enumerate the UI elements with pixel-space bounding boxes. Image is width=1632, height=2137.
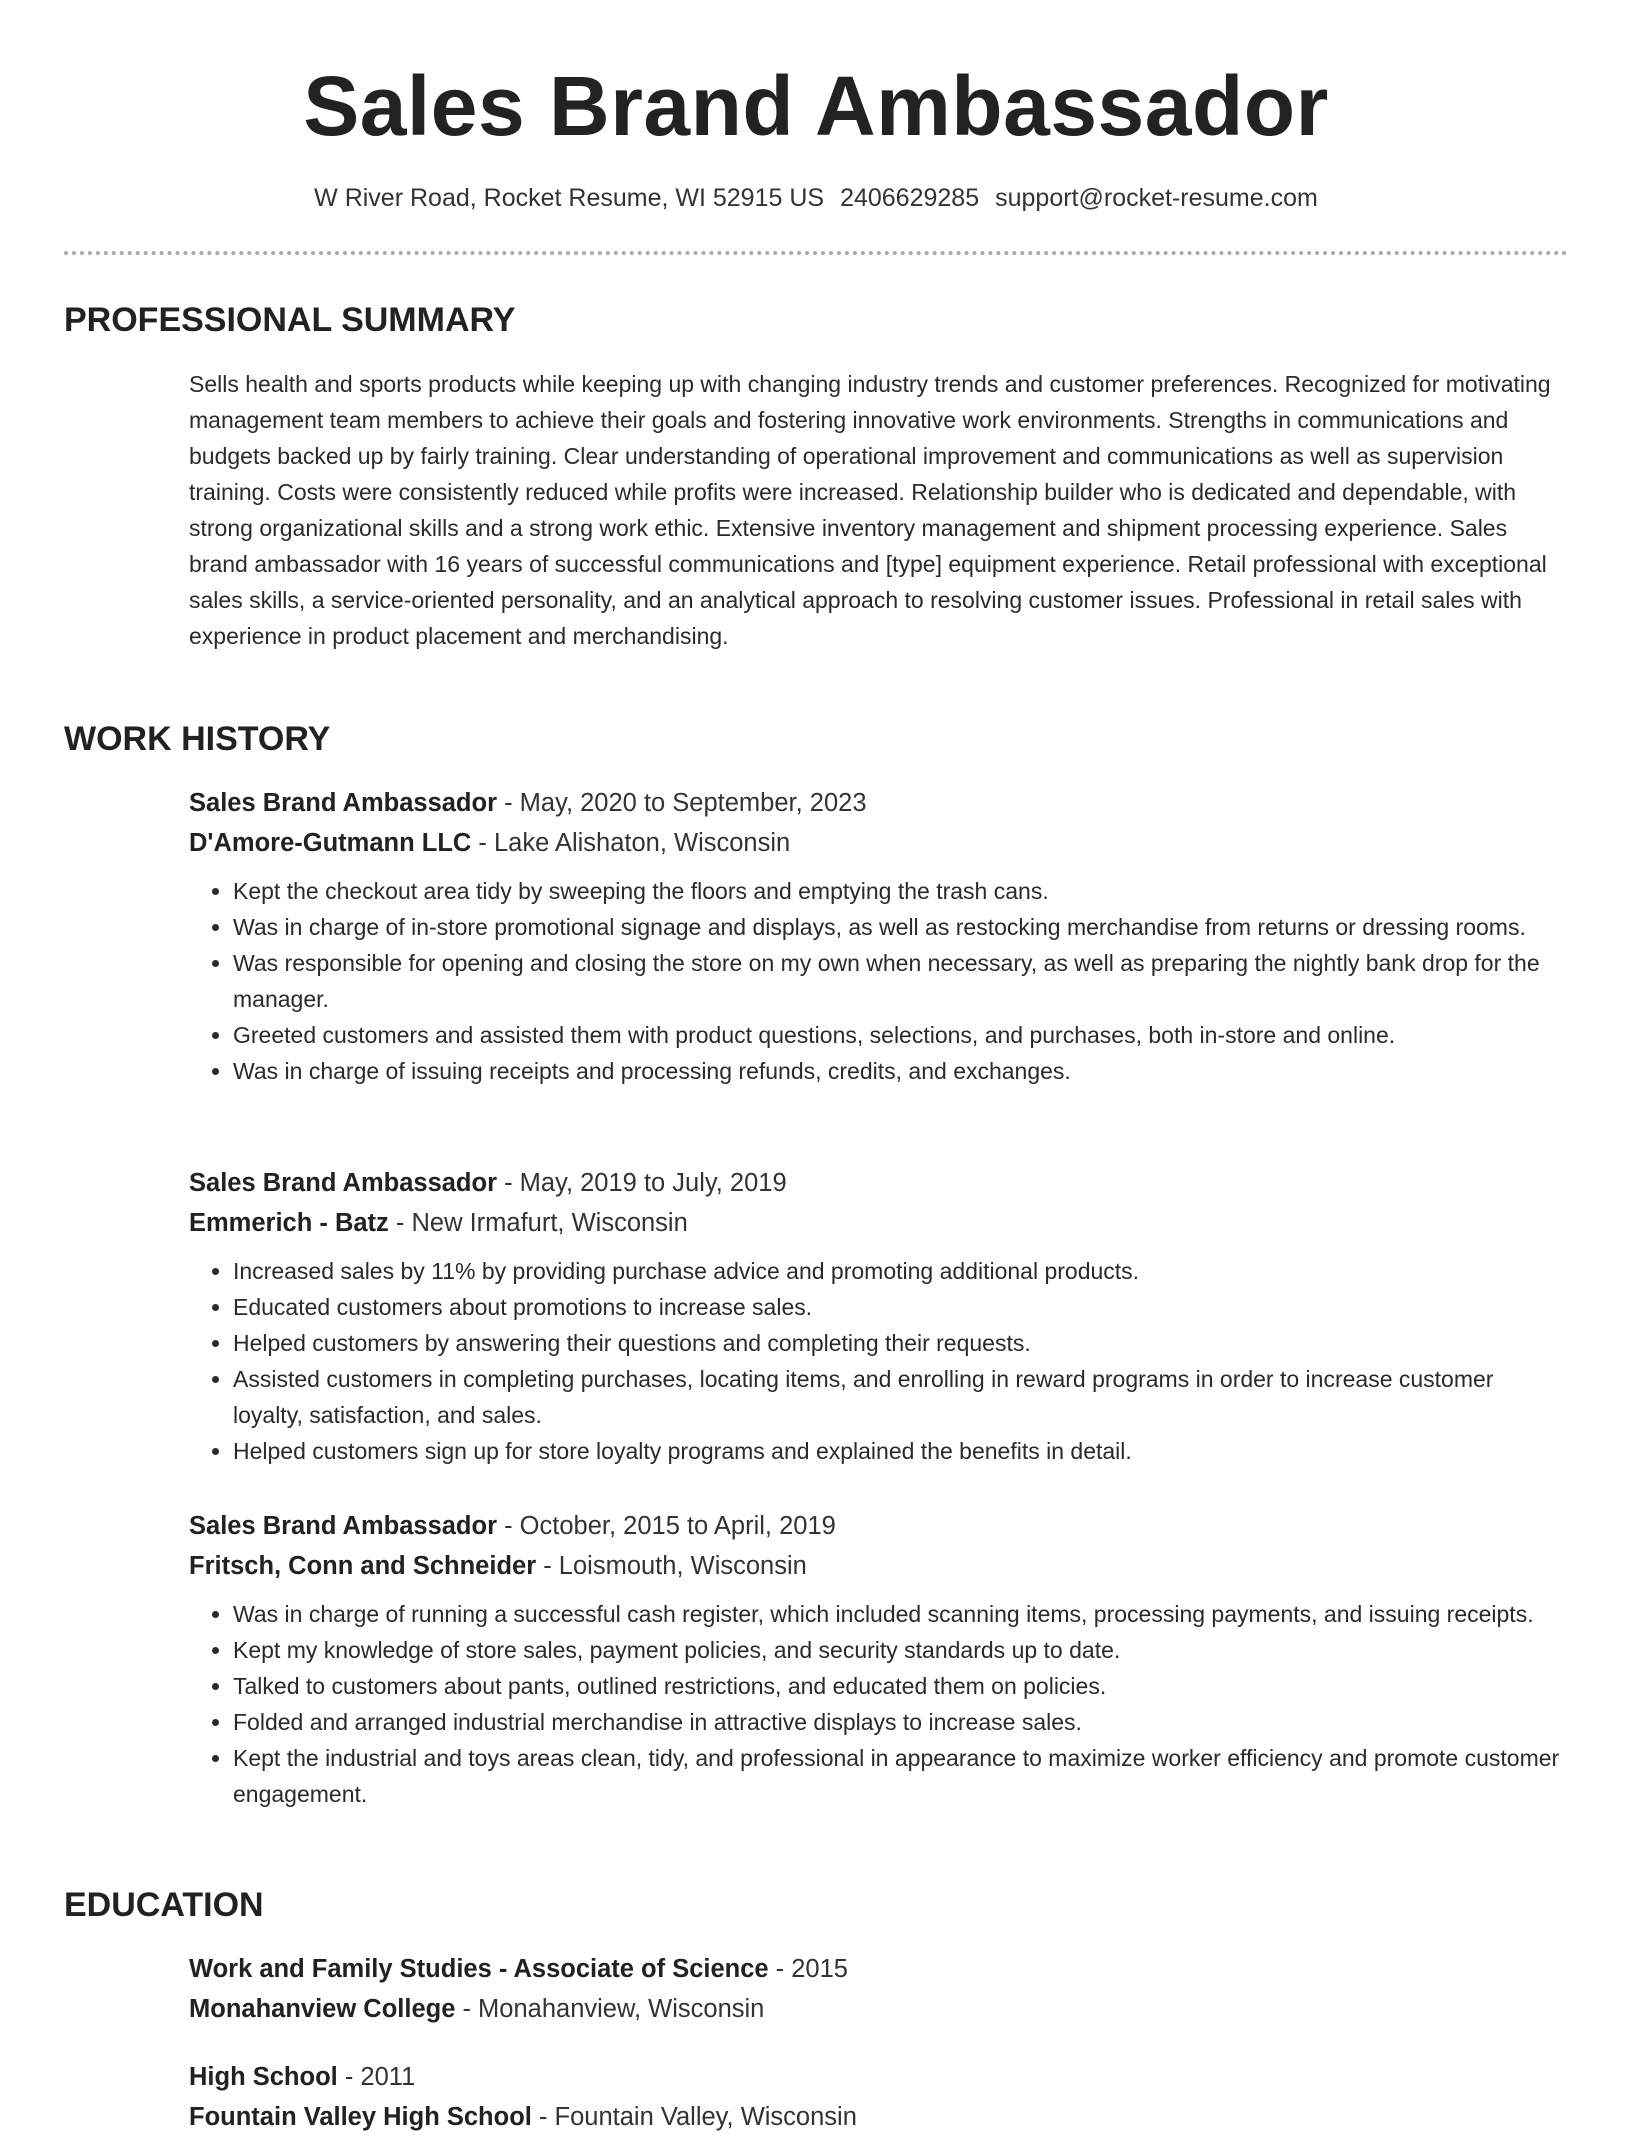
education-location: - Fountain Valley, Wisconsin — [531, 2103, 857, 2131]
header-divider — [64, 251, 1568, 255]
job-bullets — [189, 873, 1569, 1089]
job-title: Sales Brand Ambassador — [189, 1169, 498, 1197]
job-location: - Loismouth, Wisconsin — [536, 1552, 807, 1580]
education-degree-line — [189, 2057, 1569, 2097]
job-company: Emmerich - Batz — [189, 1209, 389, 1237]
contact-address: W River Road, Rocket Resume, WI 52915 US — [314, 184, 825, 212]
job-company: D'Amore-Gutmann LLC — [189, 829, 472, 857]
job-bullet: • Was in charge of running a successful cash register, which included scanning items, processing payments, and issuing receipts. — [233, 1596, 1569, 1632]
job-company-line — [189, 1203, 1569, 1243]
job-entry — [189, 783, 1569, 1089]
education-degree: Work and Family Studies - Associate of Science — [189, 1955, 769, 1983]
job-company: Fritsch, Conn and Schneider — [189, 1552, 537, 1580]
work-history-heading: WORK HISTORY — [64, 720, 331, 758]
education-location: - Monahanview, Wisconsin — [455, 1995, 765, 2023]
education-year: - 2011 — [337, 2063, 416, 2091]
education-degree-line — [189, 1949, 1569, 1989]
job-company-line — [189, 1546, 1569, 1586]
job-title: Sales Brand Ambassador — [189, 789, 498, 817]
job-title-line — [189, 1163, 1569, 1203]
job-bullet: • Kept the checkout area tidy by sweeping the floors and emptying the trash cans. — [233, 873, 1569, 909]
summary-heading: PROFESSIONAL SUMMARY — [64, 301, 516, 339]
education-heading: EDUCATION — [64, 1886, 264, 1924]
contact-email[interactable]: support@rocket-resume.com — [995, 184, 1318, 212]
job-bullet: • Kept the industrial and toys areas clean, tidy, and professional in appearance to maximize worker efficiency and promote customer engagement. — [233, 1740, 1569, 1812]
job-dates: - October, 2015 to April, 2019 — [497, 1512, 836, 1540]
education-school-line — [189, 1989, 1569, 2029]
job-title: Sales Brand Ambassador — [189, 1512, 498, 1540]
education-degree: High School — [189, 2063, 338, 2091]
job-bullet: • Helped customers by answering their questions and completing their requests. — [233, 1325, 1569, 1361]
job-bullet: • Increased sales by 11% by providing purchase advice and promoting additional products. — [233, 1253, 1569, 1289]
education-school-line — [189, 2097, 1569, 2137]
job-bullet: • Greeted customers and assisted them with product questions, selections, and purchases, both in-store and online. — [233, 1017, 1569, 1053]
summary-text: Sells health and sports products while keeping up with changing industry trends and customer preferences. Recognized for motivating management team members to achieve their goals and fostering innovative work environments. Strengths in communications and budgets backed up by fairly training. Clear understanding of operational improvement and communications as well as supervision training. Costs were consistently reduced while profits were increased. Relationship builder who is dedicated and dependable, with strong organizational skills and a strong work ethic. Extensive inventory management and shipment processing experience. Sales brand ambassador with 16 years of successful communications and [type] equipment experience. Retail professional with exceptional sales skills, a service-oriented personality, and an analytical approach to resolving customer issues. Professional in retail sales with experience in product placement and merchandising. — [189, 371, 1551, 649]
job-bullets — [189, 1596, 1569, 1812]
job-dates: - May, 2020 to September, 2023 — [497, 789, 867, 817]
resume-name: Sales Brand Ambassador — [303, 59, 1329, 153]
job-bullet: • Was responsible for opening and closing the store on my own when necessary, as well as preparing the nightly bank drop for the manager. — [233, 945, 1569, 1017]
contact-line — [0, 182, 1632, 214]
education-entry — [189, 2057, 1569, 2137]
education-year: - 2015 — [768, 1955, 848, 1983]
job-company-line — [189, 823, 1569, 863]
job-bullet: • Talked to customers about pants, outlined restrictions, and educated them on policies. — [233, 1668, 1569, 1704]
contact-phone: 2406629285 — [840, 184, 980, 212]
job-bullet: • Assisted customers in completing purchases, locating items, and enrolling in reward programs in order to increase customer loyalty, satisfaction, and sales. — [233, 1361, 1569, 1433]
job-dates: - May, 2019 to July, 2019 — [497, 1169, 787, 1197]
education-school: Monahanview College — [189, 1995, 456, 2023]
job-entry — [189, 1506, 1569, 1812]
job-bullet: • Educated customers about promotions to increase sales. — [233, 1289, 1569, 1325]
job-bullet: • Folded and arranged industrial merchandise in attractive displays to increase sales. — [233, 1704, 1569, 1740]
education-entry — [189, 1949, 1569, 2029]
job-title-line — [189, 1506, 1569, 1546]
job-title-line — [189, 783, 1569, 823]
job-bullet: • Was in charge of in-store promotional signage and displays, as well as restocking merchandise from returns or dressing rooms. — [233, 909, 1569, 945]
job-entry — [189, 1163, 1569, 1469]
education-school: Fountain Valley High School — [189, 2103, 532, 2131]
job-bullets — [189, 1253, 1569, 1469]
job-bullet: • Was in charge of issuing receipts and processing refunds, credits, and exchanges. — [233, 1053, 1569, 1089]
job-bullet: • Kept my knowledge of store sales, payment policies, and security standards up to date. — [233, 1632, 1569, 1668]
job-bullet: • Helped customers sign up for store loyalty programs and explained the benefits in detail. — [233, 1433, 1569, 1469]
job-location: - New Irmafurt, Wisconsin — [388, 1209, 688, 1237]
job-location: - Lake Alishaton, Wisconsin — [471, 829, 791, 857]
